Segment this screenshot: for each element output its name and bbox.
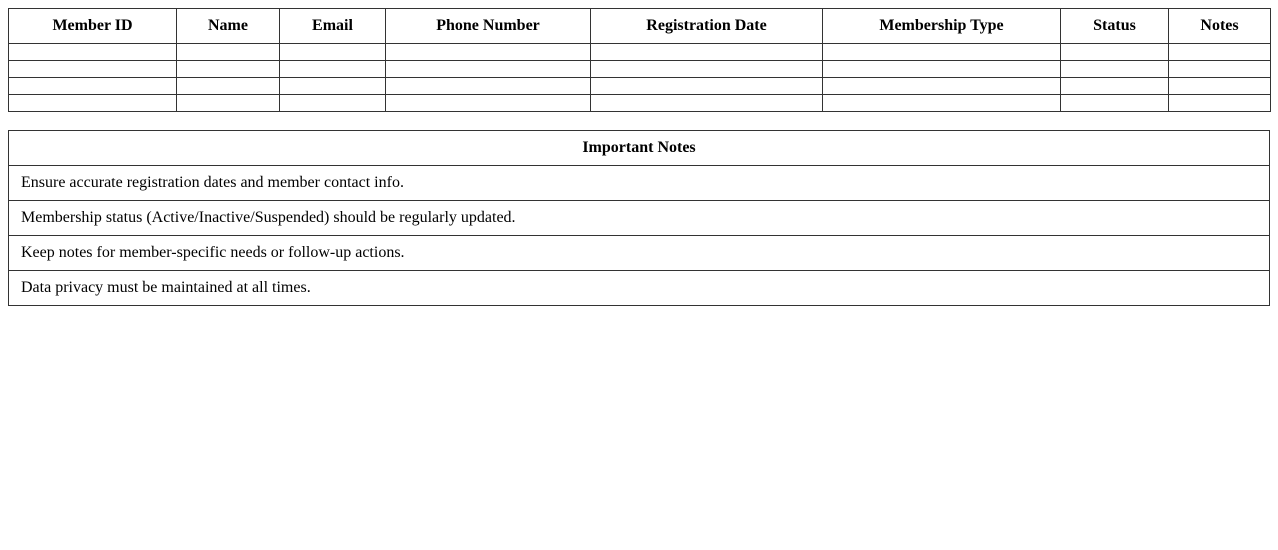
members-header-row xyxy=(9,9,1271,44)
note-row xyxy=(9,201,1270,236)
column-header-email: Email xyxy=(280,9,386,44)
cell-registration-date[interactable] xyxy=(591,78,823,95)
cell-member-id[interactable] xyxy=(9,61,177,78)
table-row xyxy=(9,44,1271,61)
members-table xyxy=(8,8,1271,112)
note-row xyxy=(9,166,1270,201)
cell-notes[interactable] xyxy=(1169,78,1271,95)
cell-membership-type[interactable] xyxy=(823,44,1061,61)
cell-registration-date[interactable] xyxy=(591,95,823,112)
cell-notes[interactable] xyxy=(1169,44,1271,61)
cell-member-id[interactable] xyxy=(9,95,177,112)
cell-name[interactable] xyxy=(177,61,280,78)
table-row xyxy=(9,95,1271,112)
column-header-registration-date: Registration Date xyxy=(591,9,823,44)
table-row xyxy=(9,78,1271,95)
column-header-name: Name xyxy=(177,9,280,44)
cell-email[interactable] xyxy=(280,95,386,112)
cell-status[interactable] xyxy=(1061,95,1169,112)
cell-status[interactable] xyxy=(1061,78,1169,95)
cell-member-id[interactable] xyxy=(9,78,177,95)
cell-member-id[interactable] xyxy=(9,44,177,61)
cell-email[interactable] xyxy=(280,78,386,95)
note-item: Data privacy must be maintained at all times. xyxy=(9,271,1270,306)
cell-status[interactable] xyxy=(1061,61,1169,78)
cell-membership-type[interactable] xyxy=(823,95,1061,112)
column-header-membership-type: Membership Type xyxy=(823,9,1061,44)
note-item: Membership status (Active/Inactive/Suspended) should be regularly updated. xyxy=(9,201,1270,236)
column-header-status: Status xyxy=(1061,9,1169,44)
column-header-notes: Notes xyxy=(1169,9,1271,44)
cell-registration-date[interactable] xyxy=(591,61,823,78)
cell-name[interactable] xyxy=(177,44,280,61)
cell-notes[interactable] xyxy=(1169,95,1271,112)
cell-notes[interactable] xyxy=(1169,61,1271,78)
cell-membership-type[interactable] xyxy=(823,61,1061,78)
notes-title: Important Notes xyxy=(9,131,1270,166)
cell-phone-number[interactable] xyxy=(386,78,591,95)
cell-registration-date[interactable] xyxy=(591,44,823,61)
note-row xyxy=(9,236,1270,271)
cell-email[interactable] xyxy=(280,44,386,61)
important-notes-table xyxy=(8,130,1270,306)
cell-phone-number[interactable] xyxy=(386,61,591,78)
cell-status[interactable] xyxy=(1061,44,1169,61)
cell-phone-number[interactable] xyxy=(386,95,591,112)
note-item: Keep notes for member-specific needs or follow-up actions. xyxy=(9,236,1270,271)
column-header-phone-number: Phone Number xyxy=(386,9,591,44)
cell-phone-number[interactable] xyxy=(386,44,591,61)
column-header-member-id: Member ID xyxy=(9,9,177,44)
cell-membership-type[interactable] xyxy=(823,78,1061,95)
table-row xyxy=(9,61,1271,78)
cell-name[interactable] xyxy=(177,95,280,112)
cell-email[interactable] xyxy=(280,61,386,78)
note-row xyxy=(9,271,1270,306)
cell-name[interactable] xyxy=(177,78,280,95)
note-item: Ensure accurate registration dates and member contact info. xyxy=(9,166,1270,201)
